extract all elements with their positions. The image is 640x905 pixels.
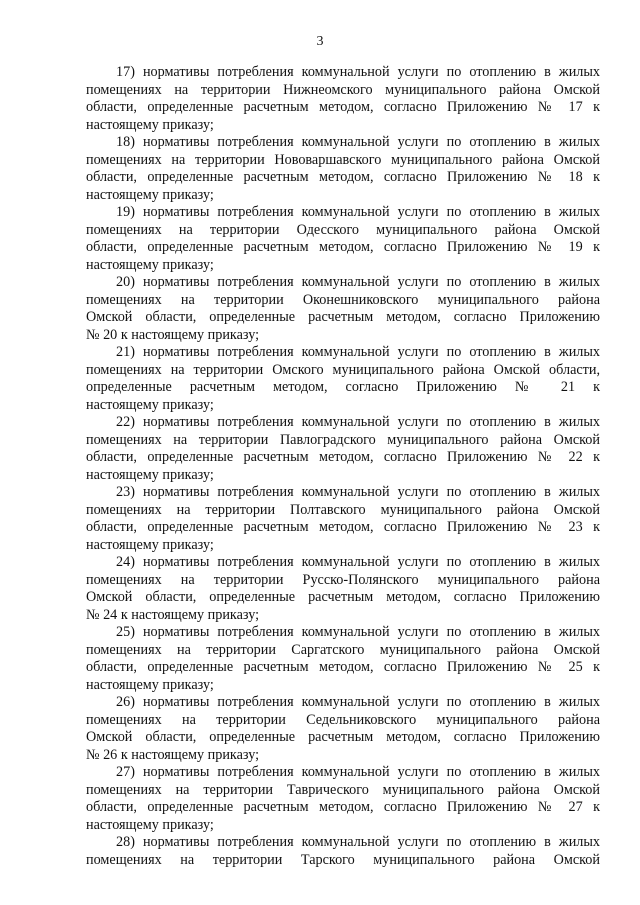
paragraph-line: помещениях на территории Русско-Полянского муниципального района [86,571,600,588]
paragraph-line: помещениях на территории Павлоградского муниципального района Омской [86,431,600,448]
paragraph-line: области, определенные расчетным методом, согласно Приложению № 18 к [86,169,600,185]
paragraph-line: настоящему приказу; [86,116,214,133]
paragraph-line: области, определенные расчетным методом, согласно Приложению № 17 к [86,99,600,115]
paragraph-line: 25) нормативы потребления коммунальной услуги по отоплению в жилых [116,624,600,640]
paragraph-item-25 [86,624,600,694]
paragraph-line: помещениях на территории Оконешниковского муниципального района [86,291,600,308]
paragraph-line: области, определенные расчетным методом, согласно Приложению № 27 к [86,799,600,815]
paragraph-item-20 [86,274,600,344]
paragraph-line: № 24 к настоящему приказу; [86,606,260,623]
paragraph-line: № 26 к настоящему приказу; [86,746,260,763]
paragraph-line: помещениях на территории Седельниковского муниципального района [86,711,600,728]
document-body [86,64,600,869]
paragraph-item-22 [86,414,600,484]
paragraph-line: определенные расчетным методом, согласно Приложению № 21 к [86,379,600,395]
paragraph-item-24 [86,554,600,624]
paragraph-item-19 [86,204,600,274]
paragraph-line: настоящему приказу; [86,536,214,553]
paragraph-item-21 [86,344,600,414]
paragraph-line: помещениях на территории Полтавского муниципального района Омской [86,501,600,518]
paragraph-line: Омской области, определенные расчетным методом, согласно Приложению [86,589,600,605]
paragraph-line: настоящему приказу; [86,186,214,203]
paragraph-line: области, определенные расчетным методом, согласно Приложению № 25 к [86,659,600,675]
paragraph-line: 26) нормативы потребления коммунальной услуги по отоплению в жилых [116,694,600,710]
paragraph-line: 19) нормативы потребления коммунальной услуги по отоплению в жилых [116,204,600,220]
paragraph-item-17 [86,64,600,134]
paragraph-line: области, определенные расчетным методом, согласно Приложению № 23 к [86,519,600,535]
paragraph-line: 22) нормативы потребления коммунальной услуги по отоплению в жилых [116,414,600,430]
page-number: 3 [316,34,324,49]
paragraph-item-23 [86,484,600,554]
paragraph-item-28 [86,834,600,869]
paragraph-line: 23) нормативы потребления коммунальной услуги по отоплению в жилых [116,484,600,500]
paragraph-line: 18) нормативы потребления коммунальной услуги по отоплению в жилых [116,134,600,150]
paragraph-item-27 [86,764,600,834]
paragraph-line: области, определенные расчетным методом, согласно Приложению № 19 к [86,239,600,255]
paragraph-line: настоящему приказу; [86,466,214,483]
paragraph-item-18 [86,134,600,204]
paragraph-line: области, определенные расчетным методом, согласно Приложению № 22 к [86,449,600,465]
paragraph-line: № 20 к настоящему приказу; [86,326,260,343]
paragraph-line: 20) нормативы потребления коммунальной услуги по отоплению в жилых [116,274,600,290]
paragraph-line: настоящему приказу; [86,676,214,693]
paragraph-line: настоящему приказу; [86,256,214,273]
paragraph-line: 28) нормативы потребления коммунальной услуги по отоплению в жилых [116,834,600,850]
paragraph-line: настоящему приказу; [86,396,214,413]
paragraph-line: помещениях на территории Одесского муниципального района Омской [86,221,600,238]
paragraph-line: помещениях на территории Тарского муниципального района Омской [86,851,600,868]
paragraph-line: 24) нормативы потребления коммунальной услуги по отоплению в жилых [116,554,600,570]
paragraph-line: помещениях на территории Нижнеомского муниципального района Омской [86,81,600,98]
paragraph-line: помещениях на территории Саргатского муниципального района Омской [86,641,600,658]
paragraph-line: 21) нормативы потребления коммунальной услуги по отоплению в жилых [116,344,600,360]
paragraph-line: настоящему приказу; [86,816,214,833]
paragraph-line: помещениях на территории Нововаршавского муниципального района Омской [86,151,600,168]
paragraph-line: Омской области, определенные расчетным методом, согласно Приложению [86,729,600,745]
paragraph-line: помещениях на территории Таврического муниципального района Омской [86,781,600,798]
paragraph-line: помещениях на территории Омского муниципального района Омской области, [86,361,600,378]
paragraph-line: 27) нормативы потребления коммунальной услуги по отоплению в жилых [116,764,600,780]
paragraph-item-26 [86,694,600,764]
paragraph-line: 17) нормативы потребления коммунальной услуги по отоплению в жилых [116,64,600,80]
paragraph-line: Омской области, определенные расчетным методом, согласно Приложению [86,309,600,325]
